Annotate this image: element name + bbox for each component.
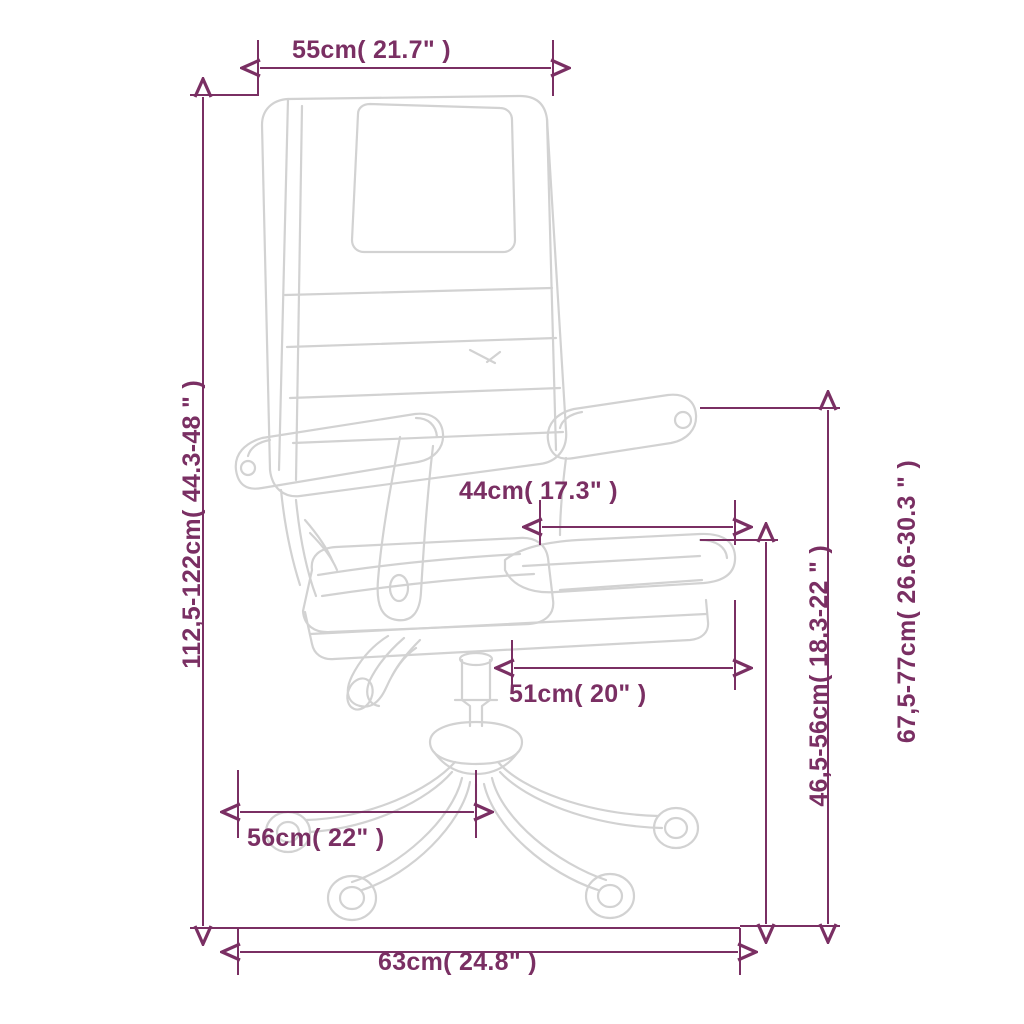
- dim-label-seat-depth: 51cm( 20" ): [509, 680, 647, 708]
- dim-label-seat-width: 44cm( 17.3" ): [459, 477, 618, 505]
- dim-label-back-height: 67,5-77cm( 26.6-30.3 " ): [893, 460, 921, 744]
- dim-label-overall-width: 63cm( 24.8" ): [378, 948, 537, 976]
- dim-label-total-height: 112,5-122cm( 44.3-48 " ): [178, 380, 206, 669]
- dim-label-base-span: 56cm( 22" ): [247, 824, 385, 852]
- dim-label-seat-height: 46,5-56cm( 18.3-22 " ): [805, 545, 833, 807]
- dim-label-width-top: 55cm( 21.7" ): [292, 36, 451, 64]
